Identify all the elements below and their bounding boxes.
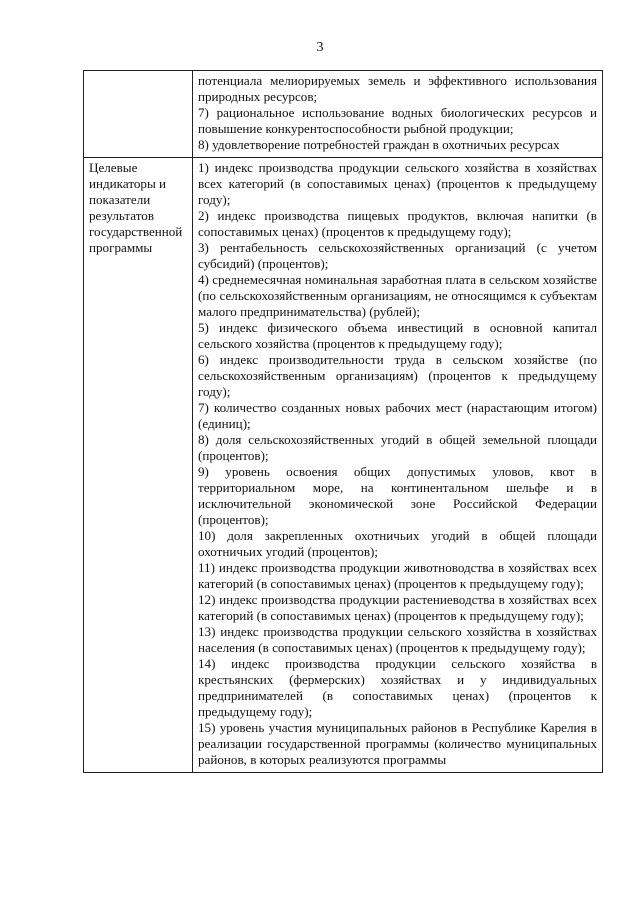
list-item: 7) рациональное использование водных биологических ресурсов и повышение конкурентоспособности рыбной продукции; bbox=[198, 105, 597, 136]
row-content bbox=[193, 158, 603, 773]
list-item: 5) индекс физического объема инвестиций в основной капитал сельского хозяйства (процентов к предыдущему году); bbox=[198, 320, 597, 351]
table-row bbox=[84, 71, 603, 158]
list-item: 15) уровень участия муниципальных районов в Республике Карелия в реализации государственной программы (количество муниципальных районов, в которых реализуются программы bbox=[198, 720, 597, 767]
list-item: 11) индекс производства продукции животноводства в хозяйствах всех категорий (в сопоставимых ценах) (процентов к предыдущему году); bbox=[198, 560, 597, 591]
list-item: 6) индекс производительности труда в сельском хозяйстве (по сельскохозяйственным организациям) (процентов к предыдущему году); bbox=[198, 352, 597, 399]
row-label: Целевые индикаторы и показатели результатов государственной программы bbox=[84, 158, 193, 773]
list-item: 10) доля закрепленных охотничьих угодий в общей площади охотничьих угодий (процентов); bbox=[198, 528, 597, 559]
table-row bbox=[84, 158, 603, 773]
list-item: 3) рентабельность сельскохозяйственных организаций (с учетом субсидий) (процентов); bbox=[198, 240, 597, 271]
list-item: 8) удовлетворение потребностей граждан в охотничьих ресурсах bbox=[198, 137, 560, 152]
list-item: 14) индекс производства продукции сельского хозяйства в крестьянских (фермерских) хозяйствах и у индивидуальных предпринимателей (в сопоставимых ценах) (процентов к предыдущему году); bbox=[198, 656, 597, 719]
list-item: 1) индекс производства продукции сельского хозяйства в хозяйствах всех категорий (в сопоставимых ценах) (процентов к предыдущему году); bbox=[198, 160, 597, 207]
list-item: 12) индекс производства продукции растениеводства в хозяйствах всех категорий (в сопоставимых ценах) (процентов к предыдущему году); bbox=[198, 592, 597, 623]
row-label bbox=[84, 71, 193, 158]
list-item: 2) индекс производства пищевых продуктов, включая напитки (в сопоставимых ценах) (процентов к предыдущему году); bbox=[198, 208, 597, 239]
list-item: 7) количество созданных новых рабочих мест (нарастающим итогом) (единиц); bbox=[198, 400, 597, 431]
list-item: потенциала мелиорируемых земель и эффективного использования природных ресурсов; bbox=[198, 73, 597, 104]
list-item: 4) среднемесячная номинальная заработная плата в сельском хозяйстве (по сельскохозяйственным организациям, не относящимся к субъектам малого предпринимательства) (рублей); bbox=[198, 272, 597, 319]
list-item: 8) доля сельскохозяйственных угодий в общей земельной площади (процентов); bbox=[198, 432, 597, 463]
page-number: 3 bbox=[316, 40, 324, 55]
list-item: 9) уровень освоения общих допустимых уловов, квот в территориальном море, на континентальном шельфе и в исключительной экономической зоне Российской Федерации (процентов); bbox=[198, 464, 597, 527]
list-item: 13) индекс производства продукции сельского хозяйства в хозяйствах населения (в сопоставимых ценах) (процентов к предыдущему году); bbox=[198, 624, 597, 655]
program-passport-table bbox=[83, 70, 603, 773]
row-content bbox=[193, 71, 603, 158]
